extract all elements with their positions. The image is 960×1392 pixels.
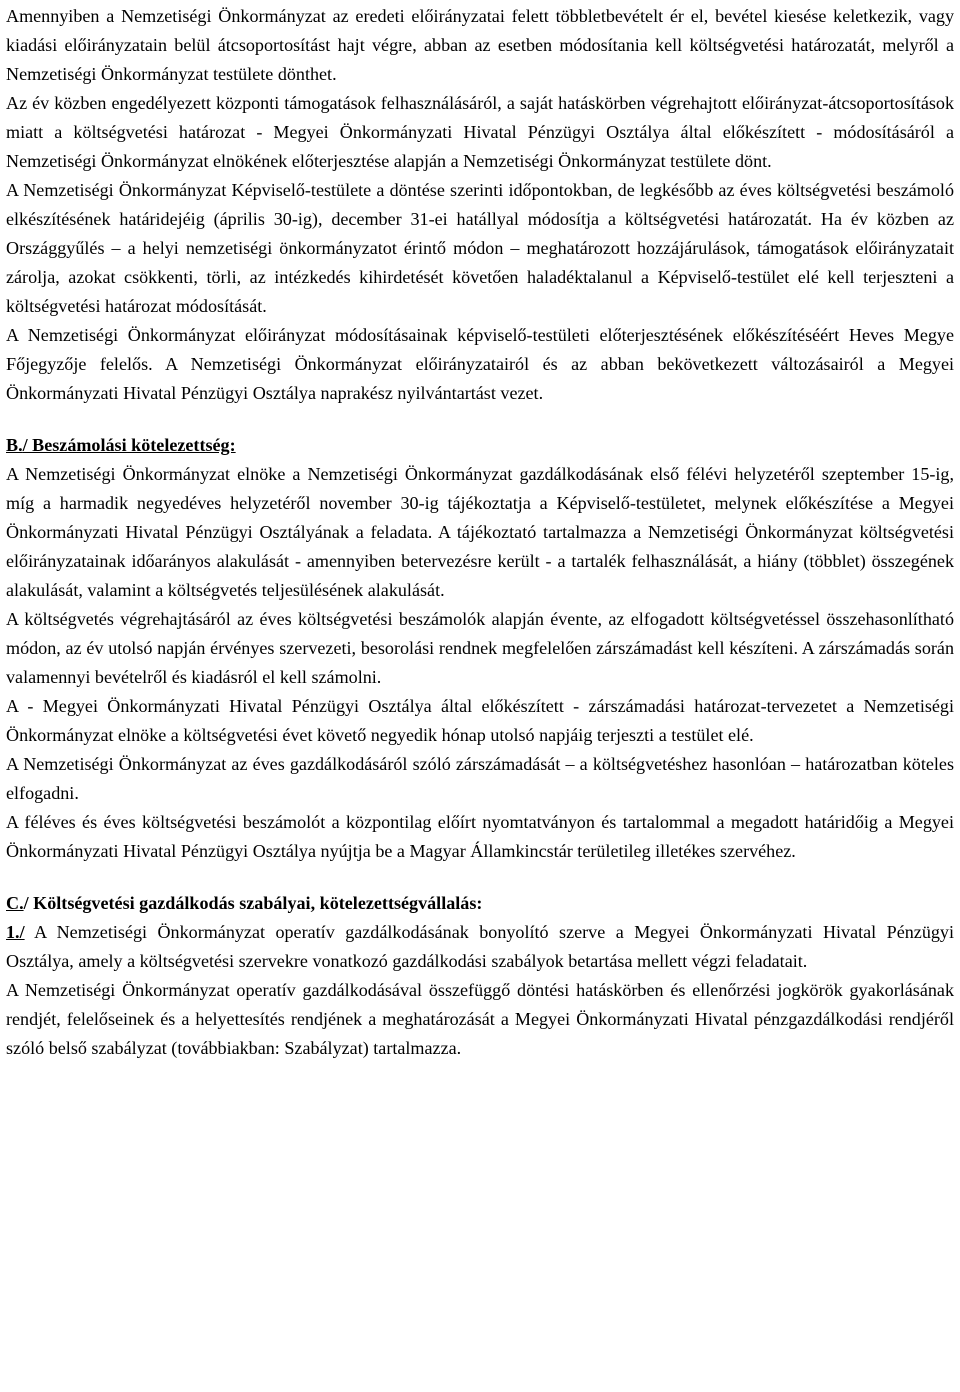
paragraph-final-accounts-approval: A Nemzetiségi Önkormányzat az éves gazdálkodásáról szóló zárszámadását – a költségvetéshez hasonlóan – határozatban köteles elfogadni. xyxy=(6,754,954,803)
section-c-label: C. xyxy=(6,893,24,913)
section-spacer xyxy=(6,408,954,431)
paragraph-semiannual-report: A Nemzetiségi Önkormányzat elnöke a Nemzetiségi Önkormányzat gazdálkodásának első félévi helyzetéről szeptember 15-ig, míg a harmadik negyedéves helyzetéről november 30-ig tájékoztatja a Képviselő-testületet, melynek előkészítése a Megyei Önkormányzati Hivatal Pénzügyi Osztályának a feladata. A tájékoztató tartalmazza a Nemzetiségi Önkormányzat költségvetési előirányzatainak időarányos alakulását - amennyiben betervezésre került - a tartalék felhasználását, a hiány (többlet) összegének alakulását, valamint a költségvetés teljesülésének alakulását. xyxy=(6,464,954,600)
paragraph-final-accounts-draft: A - Megyei Önkormányzati Hivatal Pénzügyi Osztálya által előkészített - zárszámadási határozat-tervezetet a Nemzetiségi Önkormányzat elnöke a költségvetési évet követő negyedik hónap utolsó napjáig terjeszti a testület elé. xyxy=(6,696,954,745)
paragraph-budget-amendment: Amennyiben a Nemzetiségi Önkormányzat az eredeti előirányzatai felett többletbevételt ér el, bevétel kiesése keletkezik, vagy kiadási előirányzatain belül átcsoportosítást hajt végre, abban az esetben módosítania kell költségvetési határozatát, melyről a Nemzetiségi Önkormányzat testülete dönthet. xyxy=(6,6,954,84)
paragraph-central-subsidies: Az év közben engedélyezett központi támogatások felhasználásáról, a saját hatáskörben végrehajtott előirányzat-átcsoportosítások miatt a költségvetési határozat - Megyei Önkormányzati Hivatal Pénzügyi Osztálya által előkészített - módosításáról a Nemzetiségi Önkormányzat elnökének előterjesztése alapján a Nemzetiségi Önkormányzat testülete dönt. xyxy=(6,93,954,171)
section-b-heading xyxy=(6,431,954,460)
section-c xyxy=(6,889,954,1063)
paragraph-report-submission: A féléves és éves költségvetési beszámolót a központilag előírt nyomtatványon és tartalommal a megadott határidőig a Megyei Önkormányzati Hivatal Pénzügyi Osztálya nyújtja be a Magyar Államkincstár területileg illetékes szervéhez. xyxy=(6,812,954,861)
item-number: 1./ xyxy=(6,922,25,942)
section-c-heading xyxy=(6,889,954,918)
paragraph-final-accounts: A költségvetés végrehajtásáról az éves költségvetési beszámolók alapján évente, az elfogadott költségvetéssel összehasonlítható módon, az év utolsó napján érvényes szervezeti, besorolási rendnek megfelelően zárszámadást kell készíteni. A zárszámadás során valamennyi bevételről és kiadásról el kell számolni. xyxy=(6,609,954,687)
section-b-label: B. xyxy=(6,435,23,455)
paragraph-board-amendment: A Nemzetiségi Önkormányzat Képviselő-testülete a döntése szerinti időpontokban, de legkésőbb az éves költségvetési beszámoló elkészítésének határidejéig (április 30-ig), december 31-ei hatállyal módosítja a költségvetési határozatát. Ha év közben az Országgyűlés – a helyi nemzetiségi önkormányzatot érintő módon – meghatározott hozzájárulások, támogatások előirányzatait zárolja, azokat csökkenti, törli, az intézkedés kihirdetését követően haladéktalanul a Képviselő-testület elé kell terjeszteni a költségvetési határozat módosítását. xyxy=(6,180,954,316)
item-text: A Nemzetiségi Önkormányzat operatív gazdálkodásának bonyolító szerve a Megyei Önkormányzati Hivatal Pénzügyi Osztálya, amely a költségvetési szervekre vonatkozó gazdálkodási szabályok betartása mellett végzi feladatait. xyxy=(6,922,954,971)
paragraph-operative-management xyxy=(6,918,954,976)
section-spacer xyxy=(6,866,954,889)
section-a xyxy=(6,2,954,408)
section-b-title: / Beszámolási kötelezettség: xyxy=(22,435,236,455)
paragraph-amendment-preparation: A Nemzetiségi Önkormányzat előirányzat módosításainak képviselő-testületi előterjesztésének előkészítéséért Heves Megye Főjegyzője felelős. A Nemzetiségi Önkormányzat előirányzatairól és az abban bekövetkezett változásairól a Megyei Önkormányzati Hivatal Pénzügyi Osztálya naprakész nyilvántartást vezet. xyxy=(6,325,954,403)
section-c-title: / Költségvetési gazdálkodás szabályai, kötelezettségvállalás: xyxy=(23,893,483,913)
section-b xyxy=(6,431,954,866)
document-page xyxy=(6,2,954,1063)
paragraph-regulation: A Nemzetiségi Önkormányzat operatív gazdálkodásával összefüggő döntési hatáskörben és ellenőrzési jogkörök gyakorlásának rendjét, felelőseinek és a helyettesítés rendjének a meghatározását a Megyei Önkormányzati Hivatal pénzgazdálkodási rendjéről szóló belső szabályzat (továbbiakban: Szabályzat) tartalmazza. xyxy=(6,980,954,1058)
